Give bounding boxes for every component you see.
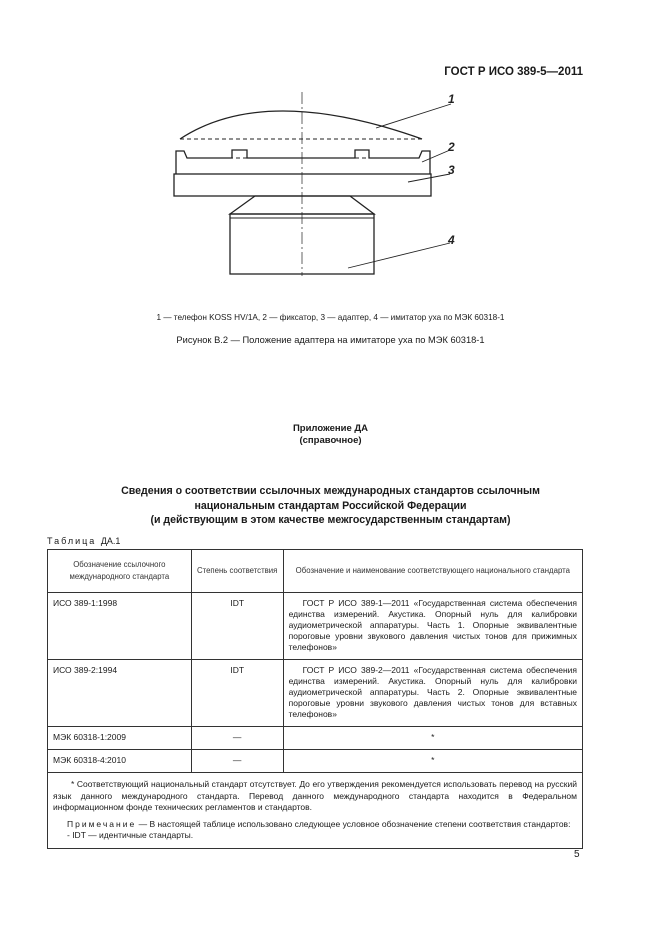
note-item: - IDT — идентичные стандарты. — [67, 830, 194, 840]
cell-degree: IDT — [230, 665, 245, 675]
cell-national: * — [431, 755, 435, 765]
page-number: 5 — [574, 849, 580, 860]
annex-title: Приложение ДА — [292, 423, 369, 434]
header-national: Обозначение и наименование соответствующего национального стандарта — [283, 550, 582, 593]
cell-degree: IDT — [230, 598, 245, 608]
figure-caption: Рисунок В.2 — Положение адаптера на имитаторе уха по МЭК 60318-1 — [176, 335, 485, 345]
table-row — [48, 660, 583, 727]
table-label — [47, 536, 120, 546]
header-reference: Обозначение ссылочного международного стандарта — [48, 550, 192, 593]
callout-4: 4 — [448, 233, 455, 247]
callout-2: 2 — [448, 140, 455, 154]
cell-reference: МЭК 60318-1:2009 — [53, 732, 126, 742]
table-footnote-row — [48, 773, 583, 849]
table-row — [48, 727, 583, 750]
section-title — [0, 484, 661, 528]
cell-national: ГОСТ Р ИСО 389-2—2011 «Государственная система обеспечения единства измерений. Акустика. Опорный нуль для калибровки аудиометрической аппаратуры. Часть 2. Опорные эквивалентные пороговые уровни звукового давления чистых тонов для вставных телефонов» — [288, 665, 577, 719]
section-title-line-3: (и действующим в этом качестве межгосударственным стандартам) — [150, 514, 511, 526]
cell-degree: — — [232, 755, 242, 765]
adapter-figure — [160, 88, 480, 288]
annex-subtitle: (справочное) — [299, 435, 362, 446]
cell-reference: ИСО 389-1:1998 — [53, 598, 118, 608]
document-header: ГОСТ Р ИСО 389-5—2011 — [444, 66, 583, 78]
table-footnote — [48, 773, 583, 849]
table-label-prefix: Таблица — [47, 536, 97, 546]
cell-national: ГОСТ Р ИСО 389-1—2011 «Государственная система обеспечения единства измерений. Акустика. Опорный нуль для калибровки аудиометрической аппаратуры. Часть 1. Опорные эквивалентные пороговые уровни звукового давления чистых тонов для прижимных телефонов» — [288, 598, 577, 652]
annex-heading — [0, 423, 661, 447]
header-degree: Степень соответствия — [191, 550, 283, 593]
table-label-number: ДА.1 — [100, 536, 121, 546]
figure-legend: 1 — телефон KOSS HV/1A, 2 — фиксатор, 3 — адаптер, 4 — имитатор уха по МЭК 60318-1 — [156, 313, 505, 322]
adapter — [174, 174, 431, 196]
standards-table — [47, 549, 583, 849]
note — [53, 819, 577, 831]
note-text: — В настоящей таблице использовано следующее условное обозначение степени соответствия стандартов: — [138, 818, 571, 829]
section-title-line-2: национальным стандартам Российской Федерации — [194, 499, 467, 512]
footnote-text: * Соответствующий национальный стандарт отсутствует. До его утверждения рекомендуется использовать перевод на русский язык данного международного стандарта. Перевод данного международного стандарта находится в Федеральном информационном фонде технических регламентов и стандартов. — [53, 779, 577, 812]
callout-3: 3 — [448, 163, 455, 177]
cell-degree: — — [232, 732, 242, 742]
cell-reference: МЭК 60318-4:2010 — [53, 755, 126, 765]
cell-reference: ИСО 389-2:1994 — [53, 665, 118, 675]
cell-national: * — [431, 732, 435, 742]
table-row — [48, 750, 583, 773]
note-label: Примечание — [67, 818, 137, 829]
retainer — [176, 150, 430, 174]
table-row — [48, 593, 583, 660]
callout-1: 1 — [448, 92, 455, 106]
table-header-row — [48, 550, 583, 593]
section-title-line-1: Сведения о соответствии ссылочных международных стандартов ссылочным — [121, 485, 540, 497]
